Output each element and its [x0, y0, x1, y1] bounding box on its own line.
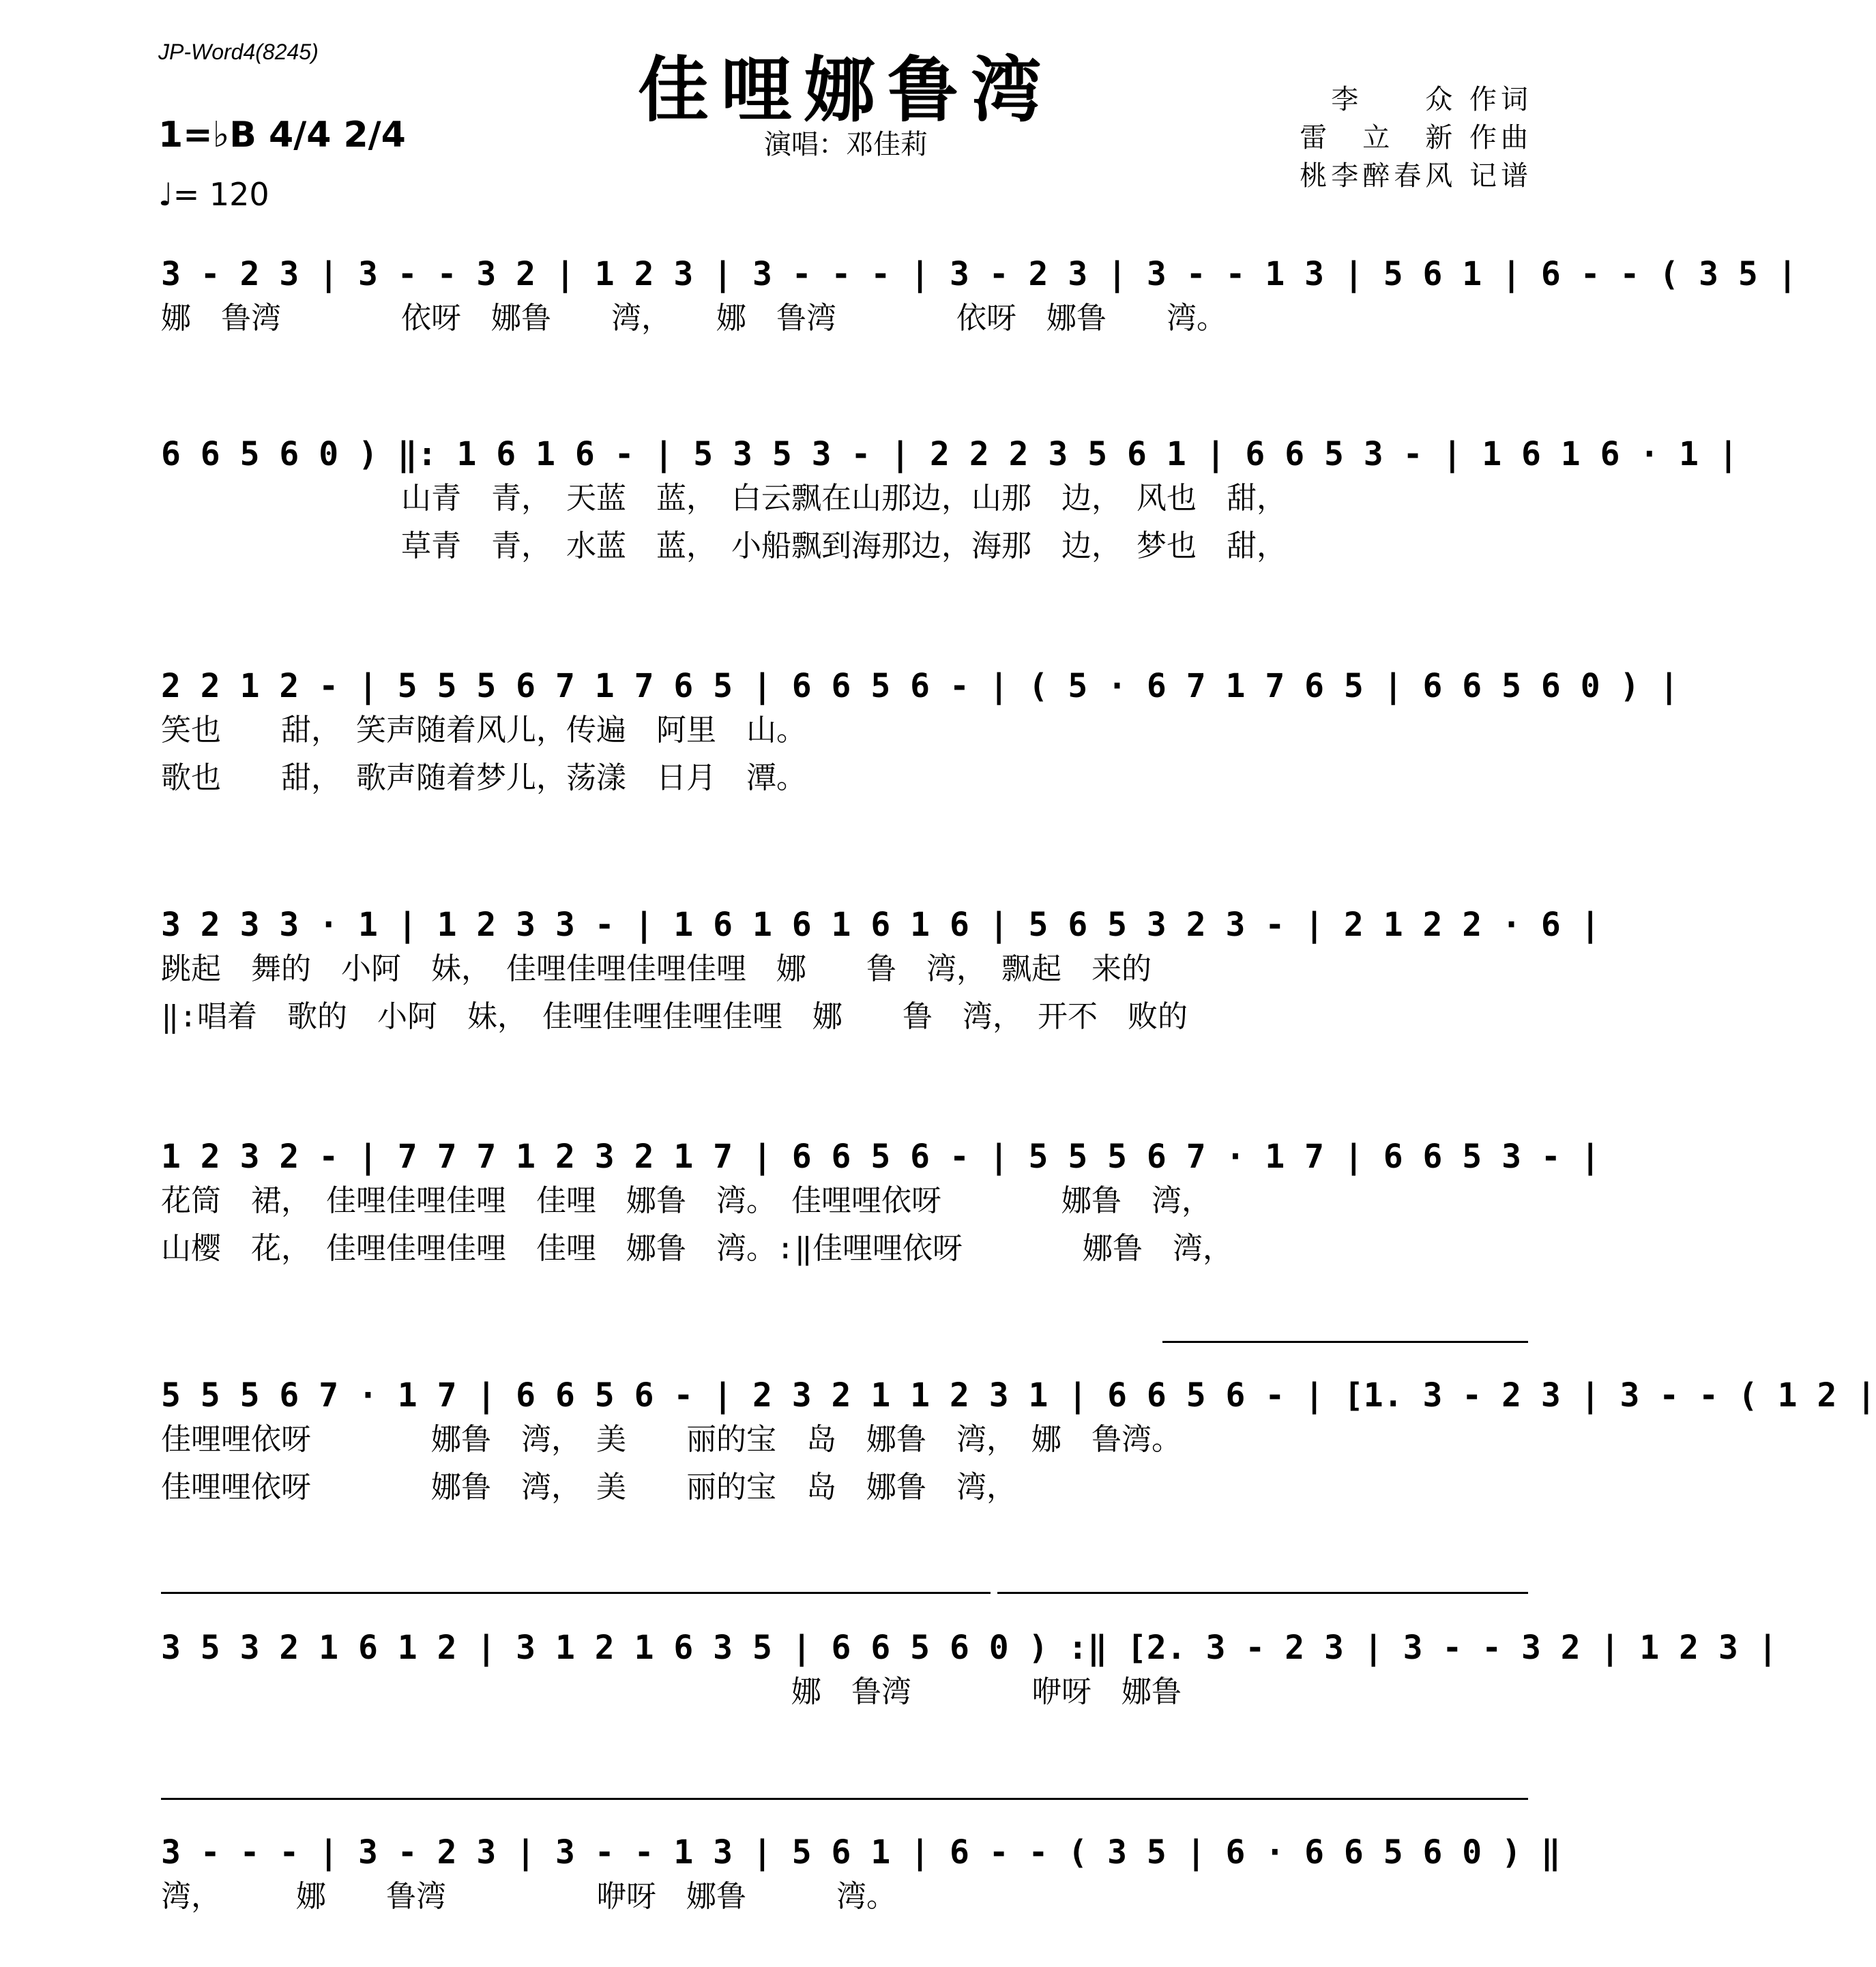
score-system-6 — [161, 1375, 1876, 1511]
lyric-line-1: 跳起 舞的 小阿 妹， 佳哩佳哩佳哩佳哩 娜 鲁 湾， 飘起 来的 — [161, 951, 1152, 986]
score-system-3 — [161, 666, 1680, 802]
volta-bracket-2-continuation — [161, 1798, 1528, 1800]
notation-line: 6 6 5 6 0 ) ‖: 1 6 1 6 - | 5 3 5 3 - | 2 2 2 3 5 6 1 | 6 6 5 3 - | 1 6 1 6 · 1 | — [161, 435, 1738, 473]
software-label: JP-Word4(8245) — [158, 40, 319, 64]
lyric-line-1: 娜 鲁湾 依呀 娜鲁 湾， 娜 鲁湾 依呀 娜鲁 湾。 — [161, 301, 1227, 336]
transcriber-credit: 桃李醉春风 记谱 — [1300, 160, 1532, 192]
lyric-line-2: 草青 青， 水蓝 蓝， 小船飘到海那边，海那 边， 梦也 甜， — [161, 529, 1287, 563]
lyric-line-1: 山青 青， 天蓝 蓝， 白云飘在山那边，山那 边， 风也 甜， — [161, 481, 1287, 516]
score-system-1 — [161, 254, 1798, 342]
notation-line: 3 5 3 2 1 6 1 2 | 3 1 2 1 6 3 5 | 6 6 5 6 0 ) :‖ [2. 3 - 2 3 | 3 - - 3 2 | 1 2 3 | — [161, 1629, 1778, 1667]
lyric-line-1: 佳哩哩依呀 娜鲁 湾， 美 丽的宝 岛 娜鲁 湾， 娜 鲁湾。 — [161, 1422, 1182, 1457]
lyric-line-2: ‖:唱着 歌的 小阿 妹， 佳哩佳哩佳哩佳哩 娜 鲁 湾， 开不 败的 — [161, 999, 1188, 1034]
notation-line: 3 - - - | 3 - 2 3 | 3 - - 1 3 | 5 6 1 | 6 - - ( 3 5 | 6 · 6 6 5 6 0 ) ‖ — [161, 1833, 1561, 1872]
song-title: 佳哩娜鲁湾 — [637, 48, 1054, 132]
lyric-line-2: 山樱 花， 佳哩佳哩佳哩 佳哩 娜鲁 湾。:‖佳哩哩依呀 娜鲁 湾， — [161, 1231, 1233, 1266]
lyricist-credit: 李 众 作词 — [1331, 84, 1532, 115]
credits-block — [1300, 80, 1532, 195]
lyric-line-2: 歌也 甜， 歌声随着梦儿，荡漾 日月 潭。 — [161, 760, 806, 795]
notation-line: 5 5 5 6 7 · 1 7 | 6 6 5 6 - | 2 3 2 1 1 2 3 1 | 6 6 5 6 - | [1. 3 - 2 3 | 3 - - ( 1 2 | — [161, 1376, 1876, 1415]
score-system-4 — [161, 904, 1600, 1041]
tempo-marking: ♩= 120 — [158, 176, 269, 213]
notation-line: 3 - 2 3 | 3 - - 3 2 | 1 2 3 | 3 - - - | 3 - 2 3 | 3 - - 1 3 | 5 6 1 | 6 - - ( 3 5 | — [161, 255, 1798, 293]
lyric-line-1: 笑也 甜， 笑声随着风儿，传遍 阿里 山。 — [161, 713, 806, 748]
score-system-5 — [161, 1136, 1600, 1273]
notation-line: 3 2 3 3 · 1 | 1 2 3 3 - | 1 6 1 6 1 6 1 6 | 5 6 5 3 2 3 - | 2 1 2 2 · 6 | — [161, 906, 1600, 944]
repeat-top-line — [161, 1592, 991, 1594]
lyric-line-2: 佳哩哩依呀 娜鲁 湾， 美 丽的宝 岛 娜鲁 湾， — [161, 1470, 1016, 1505]
key-signature: 1=♭B 4/4 2/4 — [158, 115, 406, 156]
lyric-line-1: 湾， 娜 鲁湾 咿呀 娜鲁 湾。 — [161, 1879, 896, 1914]
volta-bracket-1 — [1162, 1341, 1528, 1343]
performer-line: 演唱：邓佳莉 — [764, 129, 928, 160]
notation-line: 1 2 3 2 - | 7 7 7 1 2 3 2 1 7 | 6 6 5 6 - | 5 5 5 6 7 · 1 7 | 6 6 5 3 - | — [161, 1138, 1600, 1176]
composer-credit: 雷 立 新 作曲 — [1300, 122, 1532, 153]
volta-bracket-2 — [997, 1592, 1528, 1594]
lyric-line-1: 娜 鲁湾 咿呀 娜鲁 — [161, 1674, 1182, 1709]
score-system-2 — [161, 434, 1738, 570]
score-system-8 — [161, 1832, 1561, 1921]
notation-line: 2 2 1 2 - | 5 5 5 6 7 1 7 6 5 | 6 6 5 6 - | ( 5 · 6 7 1 7 6 5 | 6 6 5 6 0 ) | — [161, 667, 1680, 705]
lyric-line-1: 花筒 裙， 佳哩佳哩佳哩 佳哩 娜鲁 湾。 佳哩哩依呀 娜鲁 湾， — [161, 1183, 1212, 1218]
score-system-7 — [161, 1627, 1778, 1716]
